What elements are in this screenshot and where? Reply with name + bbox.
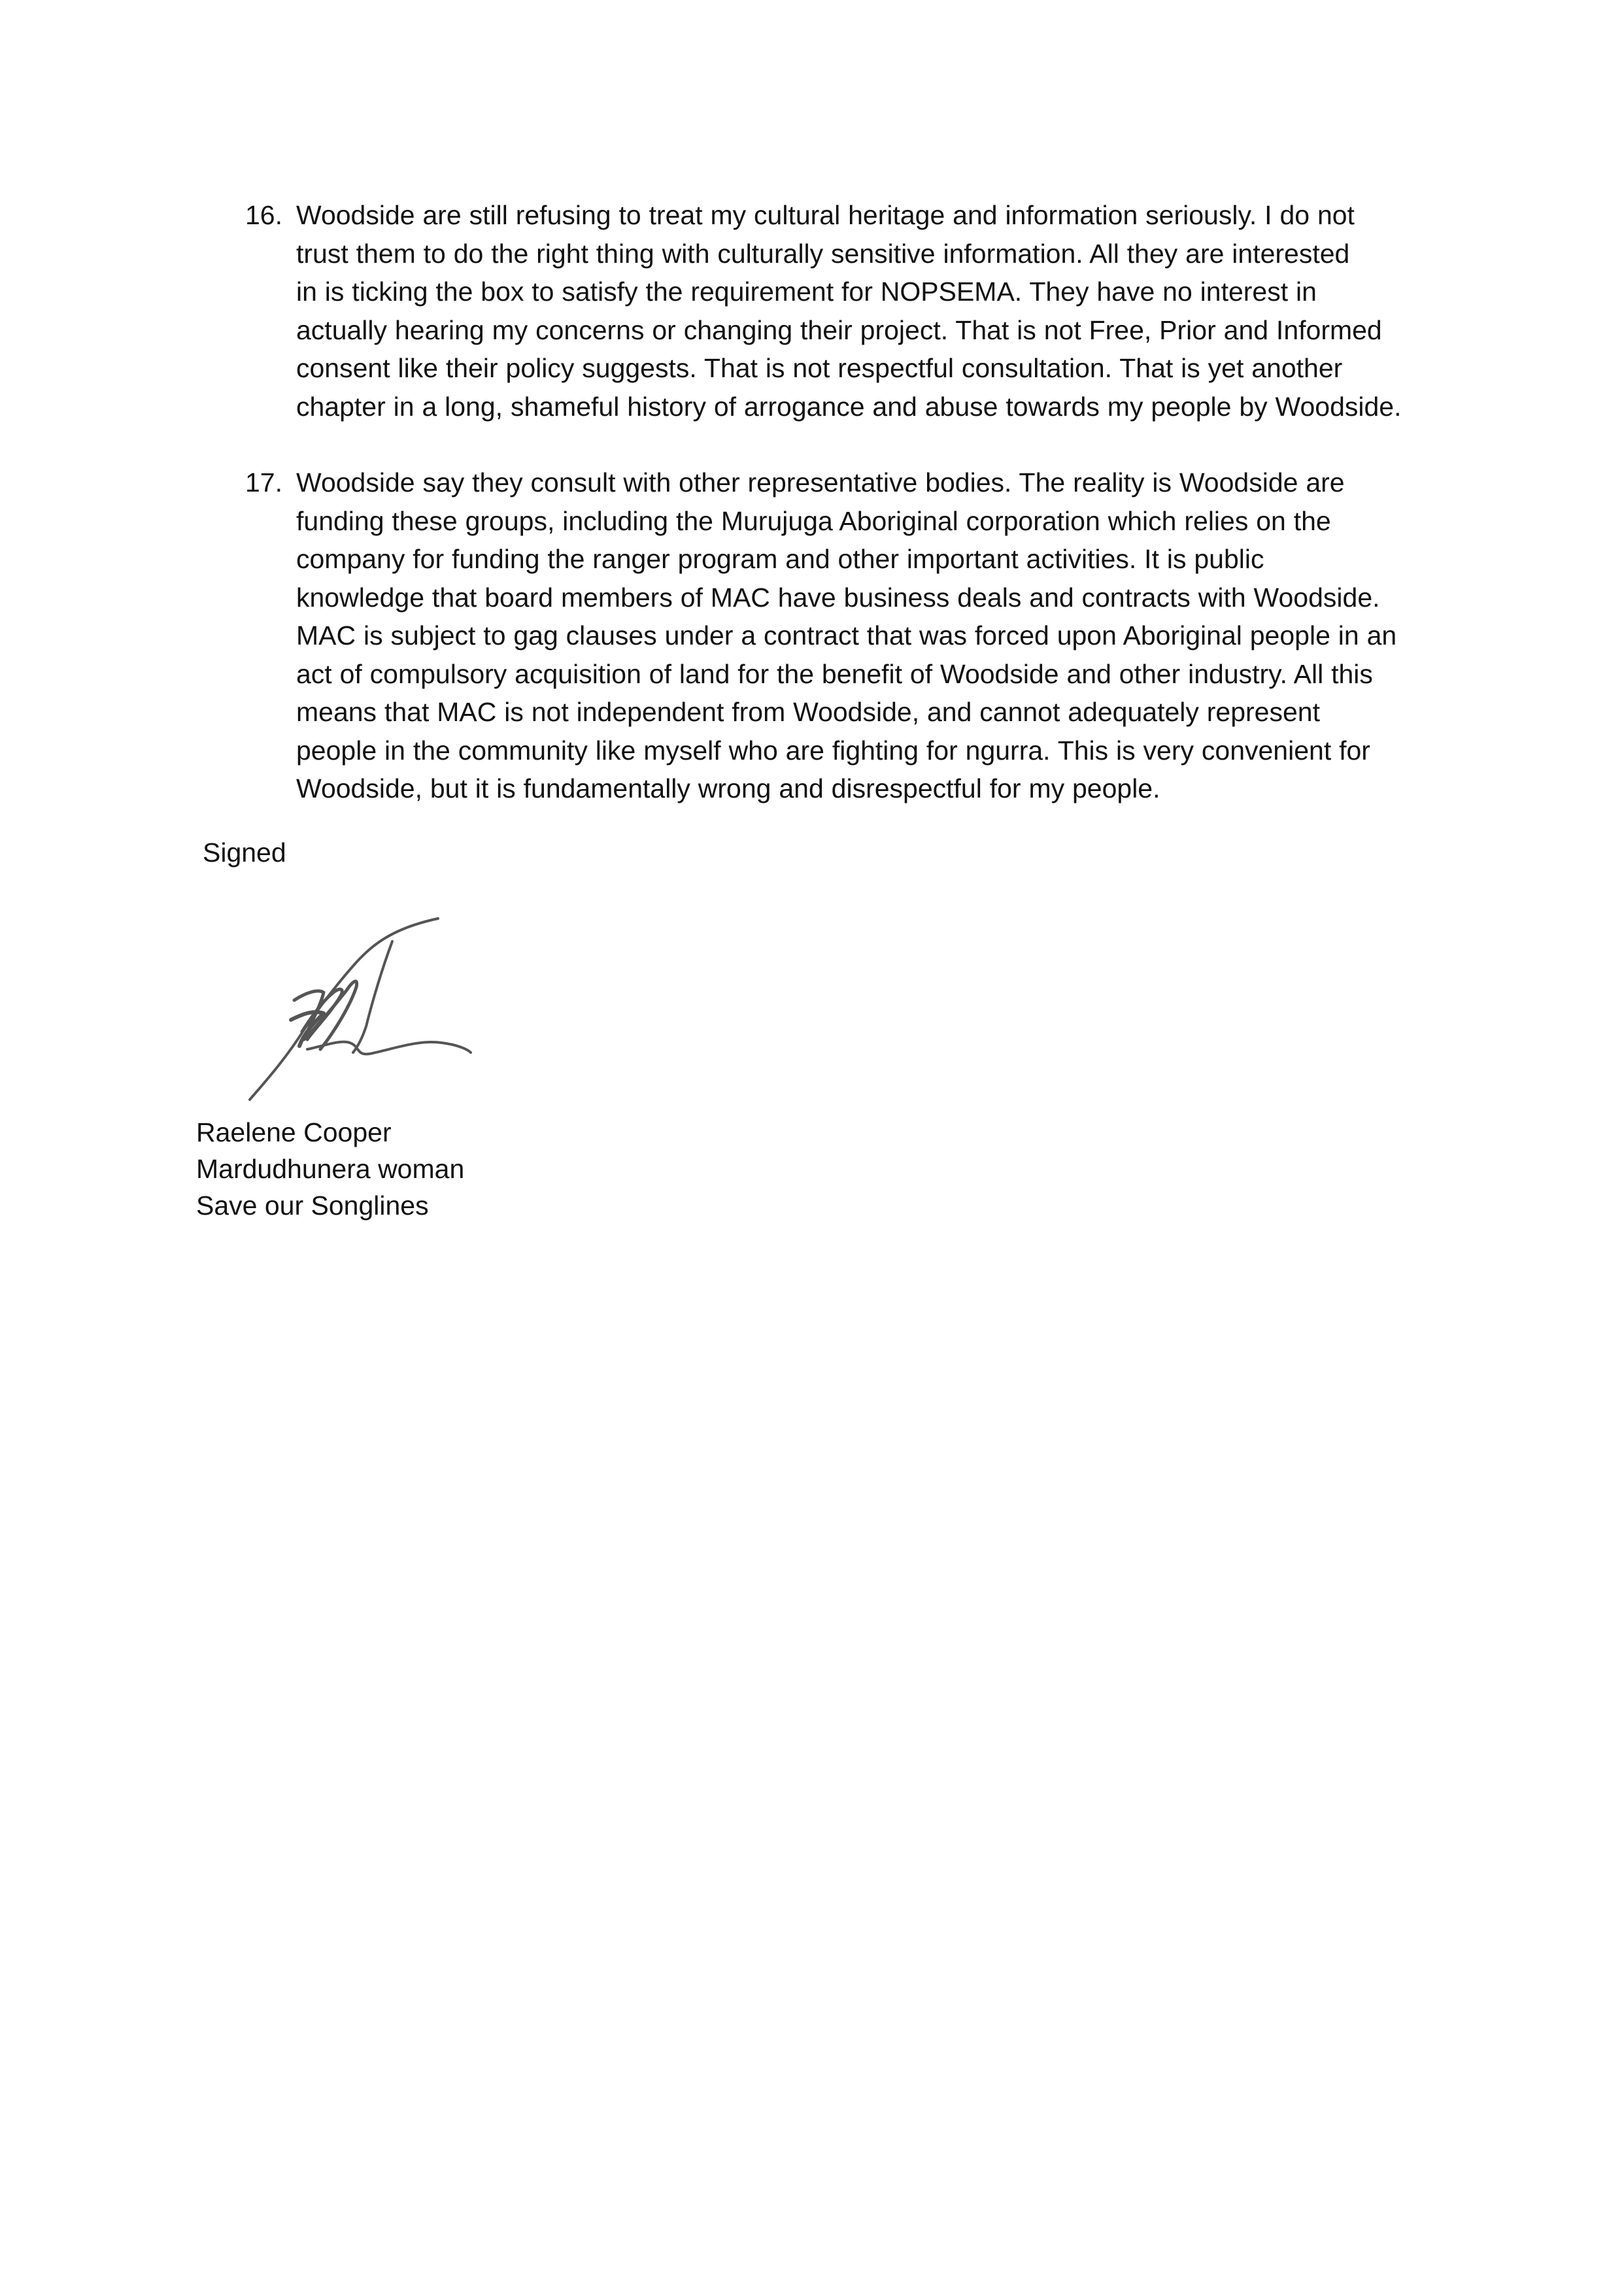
list-item-16 [245,196,1435,426]
signed-label: Signed [203,837,286,868]
signatory-block [196,1114,464,1224]
list-item-17 [245,464,1435,808]
paragraph-text: Woodside say they consult with other representative bodies. The reality is Woodside are funding these groups, including the Murujuga Aboriginal corporation which relies on the company for funding the ranger program and other important activities. It is public knowledge that board members of MAC have business deals and contracts with Woodside. MAC is subject to gag clauses under a contract that was forced upon Aboriginal people in an act of compulsory acquisition of land for the benefit of Woodside and other industry. All this means that MAC is not independent from Woodside, and cannot adequately represent people in the community like myself who are fighting for ngurra. This is very convenient for Woodside, but it is fundamentally wrong and disrespectful for my people. [296,467,1397,803]
numbered-paragraph-list [245,196,1435,846]
item-number: 16. [245,200,282,230]
signatory-organisation: Save our Songlines [196,1190,429,1221]
handwritten-signature [242,915,490,1105]
item-number: 17. [245,467,282,498]
paragraph-text: Woodside are still refusing to treat my cultural heritage and information seriously. I do not trust them to do the right thing with culturally sensitive information. All they are interested in is ticking the box to satisfy the requirement for NOPSEMA. They have no interest in actually hearing my concerns or changing their project. That is not Free, Prior and Informed consent like their policy suggests. That is not respectful consultation. That is yet another chapter in a long, shameful history of arrogance and abuse towards my people by Woodside. [296,200,1402,422]
signatory-role: Mardudhunera woman [196,1154,465,1184]
signatory-name: Raelene Cooper [196,1117,392,1147]
